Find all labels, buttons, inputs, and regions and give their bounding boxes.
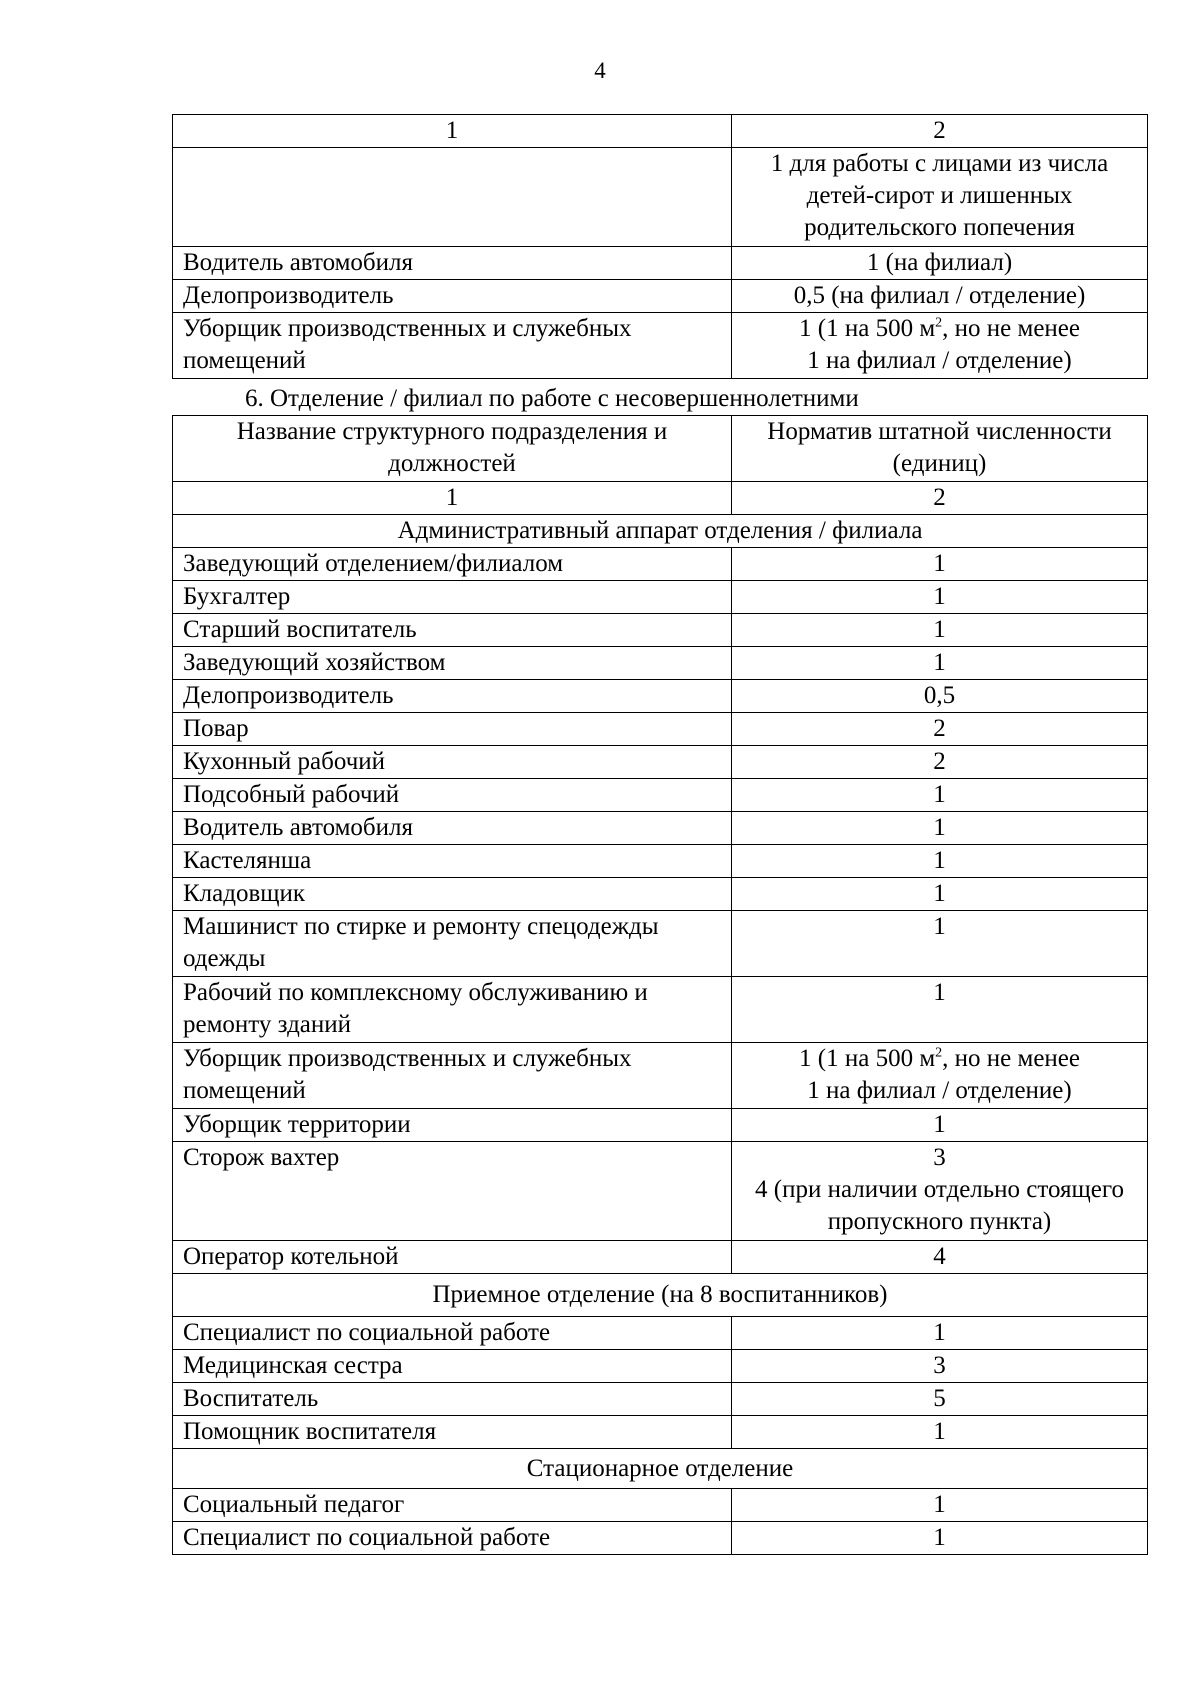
staff-norm: 1 bbox=[732, 548, 1148, 581]
position-name: Уборщик производственных и служебных помещений bbox=[173, 313, 732, 379]
staff-norm: 1 bbox=[732, 1522, 1148, 1555]
position-name: Медицинская сестра bbox=[173, 1350, 732, 1383]
staff-norm: 1 bbox=[732, 1416, 1148, 1449]
superscript: 2 bbox=[935, 1045, 943, 1061]
staff-norm: 1 bbox=[732, 1489, 1148, 1522]
position-name: Кладовщик bbox=[173, 878, 732, 911]
position-name: Делопроизводитель bbox=[173, 680, 732, 713]
table-row bbox=[173, 878, 1148, 911]
staff-norm: 1 bbox=[732, 614, 1148, 647]
page-number: 4 bbox=[594, 58, 606, 83]
norm-text: 1 (1 на 500 м bbox=[799, 315, 936, 342]
position-name: Сторож вахтер bbox=[173, 1142, 732, 1241]
position-name: Специалист по социальной работе bbox=[173, 1317, 732, 1350]
position-name: Уборщик производственных и служебных помещений bbox=[173, 1043, 732, 1109]
table-row bbox=[173, 680, 1148, 713]
position-name: Заведующий хозяйством bbox=[173, 647, 732, 680]
position-name: Помощник воспитателя bbox=[173, 1416, 732, 1449]
staff-norm: 4 bbox=[732, 1241, 1148, 1274]
norm-text: , но не менее bbox=[942, 315, 1080, 342]
staff-table-continued bbox=[172, 114, 1148, 379]
position-name: Машинист по стирке и ремонту спецодежды одежды bbox=[173, 911, 732, 977]
staff-norm: 2 bbox=[732, 713, 1148, 746]
staff-norm: 0,5 bbox=[732, 680, 1148, 713]
section-title: 6. Отделение / филиал по работе с несовершеннолетними bbox=[245, 385, 859, 412]
table-row bbox=[173, 1489, 1148, 1522]
column-number-2: 2 bbox=[732, 115, 1148, 148]
table-row bbox=[173, 1350, 1148, 1383]
table-row bbox=[173, 647, 1148, 680]
position-name bbox=[173, 148, 732, 247]
group-title-row bbox=[173, 1449, 1148, 1489]
staff-norm: 1 bbox=[732, 911, 1148, 977]
superscript: 2 bbox=[935, 315, 943, 331]
staff-norm: 1 bbox=[732, 878, 1148, 911]
table-header-row bbox=[173, 416, 1148, 482]
table-row bbox=[173, 1142, 1148, 1241]
table-row bbox=[173, 1043, 1148, 1109]
table-row bbox=[173, 1522, 1148, 1555]
staff-norm: 1 bbox=[732, 1109, 1148, 1142]
column-header-2: Норматив штатной численности (единиц) bbox=[732, 416, 1148, 482]
group-title-row bbox=[173, 515, 1148, 548]
position-name: Повар bbox=[173, 713, 732, 746]
table-row bbox=[173, 713, 1148, 746]
table-row bbox=[173, 1416, 1148, 1449]
position-name: Кухонный рабочий bbox=[173, 746, 732, 779]
staff-norm: 1 bbox=[732, 812, 1148, 845]
position-name: Кастелянша bbox=[173, 845, 732, 878]
table-row bbox=[173, 1241, 1148, 1274]
column-number-1: 1 bbox=[173, 115, 732, 148]
staff-norm: 1 bbox=[732, 977, 1148, 1043]
table-row bbox=[173, 482, 1148, 515]
table-row bbox=[173, 779, 1148, 812]
group-title: Приемное отделение (на 8 воспитанников) bbox=[173, 1274, 1148, 1317]
staff-norm bbox=[732, 1142, 1148, 1241]
position-name: Заведующий отделением/филиалом bbox=[173, 548, 732, 581]
staff-norm: 1 bbox=[732, 845, 1148, 878]
norm-text: 1 (1 на 500 м bbox=[799, 1045, 936, 1072]
table-row bbox=[173, 812, 1148, 845]
table-row bbox=[173, 548, 1148, 581]
table-row bbox=[173, 1383, 1148, 1416]
table-row bbox=[173, 115, 1148, 148]
norm-text: 3 bbox=[933, 1144, 946, 1171]
norm-text: 1 на филиал / отделение) bbox=[807, 347, 1072, 374]
column-header-1: Название структурного подразделения и должностей bbox=[173, 416, 732, 482]
table-row bbox=[173, 280, 1148, 313]
position-name: Социальный педагог bbox=[173, 1489, 732, 1522]
table-row bbox=[173, 614, 1148, 647]
position-name: Подсобный рабочий bbox=[173, 779, 732, 812]
position-name: Водитель автомобиля bbox=[173, 247, 732, 280]
staff-norm bbox=[732, 313, 1148, 379]
position-name: Бухгалтер bbox=[173, 581, 732, 614]
position-name: Рабочий по комплексному обслуживанию и ремонту зданий bbox=[173, 977, 732, 1043]
staff-table bbox=[172, 415, 1148, 1555]
staff-norm: 3 bbox=[732, 1350, 1148, 1383]
table-row bbox=[173, 1109, 1148, 1142]
position-name: Старший воспитатель bbox=[173, 614, 732, 647]
position-name: Воспитатель bbox=[173, 1383, 732, 1416]
staff-norm: 2 bbox=[732, 746, 1148, 779]
staff-norm: 1 bbox=[732, 779, 1148, 812]
table-row bbox=[173, 845, 1148, 878]
staff-norm: 1 bbox=[732, 581, 1148, 614]
table-row bbox=[173, 313, 1148, 379]
table-row bbox=[173, 977, 1148, 1043]
position-name: Водитель автомобиля bbox=[173, 812, 732, 845]
group-title-row bbox=[173, 1274, 1148, 1317]
staff-norm: 1 bbox=[732, 647, 1148, 680]
table-row bbox=[173, 581, 1148, 614]
staff-norm bbox=[732, 1043, 1148, 1109]
staff-norm: 1 (на филиал) bbox=[732, 247, 1148, 280]
table-row bbox=[173, 746, 1148, 779]
position-name: Специалист по социальной работе bbox=[173, 1522, 732, 1555]
table-row bbox=[173, 1317, 1148, 1350]
staff-norm: 1 для работы с лицами из числа детей-сирот и лишенных родительского попечения bbox=[732, 148, 1148, 247]
staff-norm: 5 bbox=[732, 1383, 1148, 1416]
staff-norm: 0,5 (на филиал / отделение) bbox=[732, 280, 1148, 313]
column-number-2: 2 bbox=[732, 482, 1148, 515]
table-row bbox=[173, 911, 1148, 977]
table-row bbox=[173, 148, 1148, 247]
column-number-1: 1 bbox=[173, 482, 732, 515]
position-name: Оператор котельной bbox=[173, 1241, 732, 1274]
staff-norm: 1 bbox=[732, 1317, 1148, 1350]
group-title: Административный аппарат отделения / филиала bbox=[173, 515, 1148, 548]
position-name: Делопроизводитель bbox=[173, 280, 732, 313]
norm-text: 1 на филиал / отделение) bbox=[807, 1077, 1072, 1104]
position-name: Уборщик территории bbox=[173, 1109, 732, 1142]
norm-text: 4 (при наличии отдельно стоящего пропускного пункта) bbox=[755, 1176, 1124, 1235]
group-title: Стационарное отделение bbox=[173, 1449, 1148, 1489]
table-row bbox=[173, 247, 1148, 280]
norm-text: , но не менее bbox=[942, 1045, 1080, 1072]
